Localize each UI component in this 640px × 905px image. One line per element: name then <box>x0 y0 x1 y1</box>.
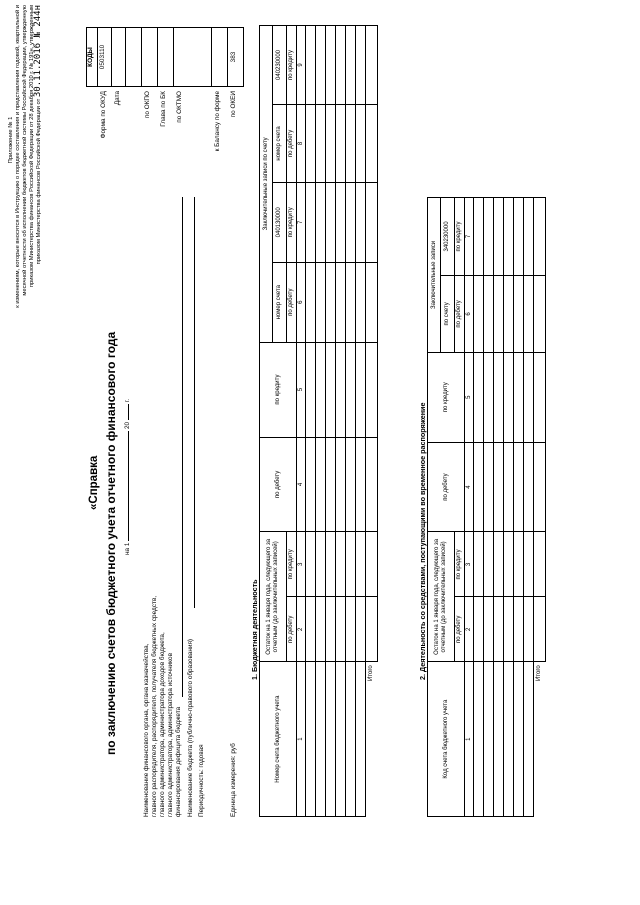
fin-org-underline <box>182 197 183 697</box>
col-num: 6 <box>297 262 306 342</box>
table-row <box>504 198 514 817</box>
codes-header: КОДЫ <box>87 47 94 67</box>
table-row <box>306 26 316 817</box>
codes-box <box>97 27 244 87</box>
codes-divider <box>111 27 112 87</box>
appendix-text <box>15 5 43 475</box>
table-row <box>494 198 504 817</box>
total-label: Итого <box>368 665 375 681</box>
appendix-line: к изменениям, которые вносятся в Инструкцию о порядке составления и представления годовой, квартальной и <box>15 5 21 308</box>
section1-table <box>259 25 378 817</box>
hdr-debit: по дебету <box>428 442 465 532</box>
okud-label: Форма по ОКУД <box>100 91 107 139</box>
hdr-acc-no-1: номер счета <box>273 262 287 342</box>
title-line-1: «Справка <box>88 455 100 510</box>
col-num: 1 <box>465 662 474 817</box>
okud-value: 0503110 <box>99 44 106 70</box>
hdr-account-number: Номер счета бюджетного учета <box>260 662 297 817</box>
table-row <box>346 26 356 817</box>
date-suffix: г. <box>124 399 131 403</box>
total-row <box>534 198 546 817</box>
label-fin-org-3: главного администратора, администратора доходов бюджета, <box>159 632 166 817</box>
col-num: 8 <box>297 104 306 182</box>
col-num: 5 <box>297 342 306 437</box>
acc-040230000: 040230000 <box>273 26 287 105</box>
hdr-remain-credit: по кредиту <box>455 532 465 597</box>
table-row <box>524 198 534 817</box>
label-fin-org-4: главного администратора, администратора источников <box>167 653 174 817</box>
col-num: 1 <box>297 662 306 817</box>
hdr-credit: по кредиту <box>428 352 465 442</box>
hdr-closing-credit: по кредиту <box>455 198 465 276</box>
oktmo-label: по ОКТМО <box>176 91 183 123</box>
date-year: 20 <box>124 421 131 430</box>
table-row <box>484 198 494 817</box>
acc-340230000: 340230000 <box>441 198 455 276</box>
hdr-closing: Заключительные записи <box>428 198 441 353</box>
hdr-closing-credit-1: по кредиту <box>287 182 297 262</box>
hdr-remain: Остаток на 1 января года, следующего за отчетным (до заключительных записей) <box>428 532 455 662</box>
col-num: 4 <box>297 437 306 532</box>
total-label: Итого <box>536 665 543 682</box>
hdr-account-code: Код счета бюджетного учета <box>428 662 465 817</box>
col-num: 5 <box>465 352 474 442</box>
label-unit: Единица измерения: руб <box>230 743 237 817</box>
okei-label: по ОКЕИ <box>230 91 237 118</box>
codes-divider <box>173 27 174 87</box>
column-numbers-row <box>465 198 474 817</box>
date-prefix: на 1 <box>124 542 131 555</box>
hdr-by-acc: по счету <box>441 275 455 352</box>
col-num: 2 <box>297 597 306 662</box>
codes-divider <box>141 27 142 87</box>
label-budget-name: Наименование бюджета (публично-правового образования) <box>187 638 194 817</box>
col-num: 3 <box>465 532 474 597</box>
title-line-2: по заключению счетов бюджетного учета отчетного финансового года <box>104 331 118 755</box>
appendix-line: Приложение № 1 <box>8 116 14 164</box>
table-row <box>316 26 326 817</box>
hdr-closing: Заключительные записи по счету <box>260 26 273 343</box>
col-num: 7 <box>297 182 306 262</box>
codes-divider <box>157 27 158 87</box>
hdr-debit: по дебету <box>260 437 297 532</box>
col-num: 6 <box>465 275 474 352</box>
hdr-closing-debit-1: по дебету <box>287 262 297 342</box>
table-row <box>474 198 484 817</box>
label-periodicity: Периодичность: годовая <box>198 744 205 817</box>
okpo-label: по ОКПО <box>144 91 151 119</box>
date-label: Дата <box>114 91 121 106</box>
okei-value: 383 <box>230 51 237 63</box>
appendix-line: приказом Министерства финансов Российской Федерации от <box>36 98 43 265</box>
table-row <box>356 26 366 817</box>
date-blank <box>128 431 129 541</box>
acc-040130000: 040130000 <box>273 182 287 262</box>
handwritten-order-number: 30.11.2016 № 244н <box>33 5 44 98</box>
hdr-acc-no-2: номер счета <box>273 104 287 182</box>
col-num: 2 <box>465 597 474 662</box>
title-date <box>124 399 131 555</box>
codes-divider <box>125 27 126 87</box>
appendix-line: приказом Министерства финансов Российской Федерации от 28 декабря 2010 г. № 191н, утвержденным <box>28 5 35 288</box>
codes-divider <box>227 27 228 87</box>
section2-table <box>427 197 546 817</box>
hdr-remain: Остаток на 1 января года, следующего за отчетным (до заключительных записей) <box>260 532 287 662</box>
section2-heading: 2. Деятельность со средствами, поступающими во временное распоряжение <box>418 402 427 680</box>
hdr-remain-debit: по дебету <box>455 597 465 662</box>
balance-label: к Балансу по форме <box>214 91 221 152</box>
col-num: 7 <box>465 198 474 276</box>
table-row <box>326 26 336 817</box>
appendix-block <box>8 15 15 265</box>
col-num: 3 <box>297 532 306 597</box>
hdr-remain-debit: по дебету <box>287 597 297 662</box>
section1-heading: 1. Бюджетная деятельность <box>250 579 259 680</box>
hdr-remain-credit: по кредиту <box>287 532 297 597</box>
label-fin-org-2: главного распорядителя, распорядителя, получателя бюджетных средств, <box>151 595 158 817</box>
bk-label: Глава по БК <box>160 91 167 127</box>
hdr-closing-credit-2: по кредиту <box>287 26 297 105</box>
hdr-closing-debit: по дебету <box>455 275 465 352</box>
hdr-credit: по кредиту <box>260 342 297 437</box>
codes-divider <box>211 27 212 87</box>
total-row <box>366 26 378 817</box>
hdr-closing-debit-2: по дебету <box>287 104 297 182</box>
table-row <box>336 26 346 817</box>
appendix-line: месячной отчетности об исполнении бюджетов бюджетной системы Российской Федерации, утвержденную <box>21 5 28 296</box>
label-fin-org-5: финансирования дефицита бюджета <box>175 706 182 817</box>
label-fin-org-1: Наименование финансового органа, органа казначейства, <box>143 643 150 817</box>
col-num: 9 <box>297 26 306 105</box>
table-row <box>514 198 524 817</box>
column-numbers-row <box>297 26 306 817</box>
col-num: 4 <box>465 442 474 532</box>
budget-name-underline <box>194 197 195 608</box>
year-blank <box>128 404 129 420</box>
